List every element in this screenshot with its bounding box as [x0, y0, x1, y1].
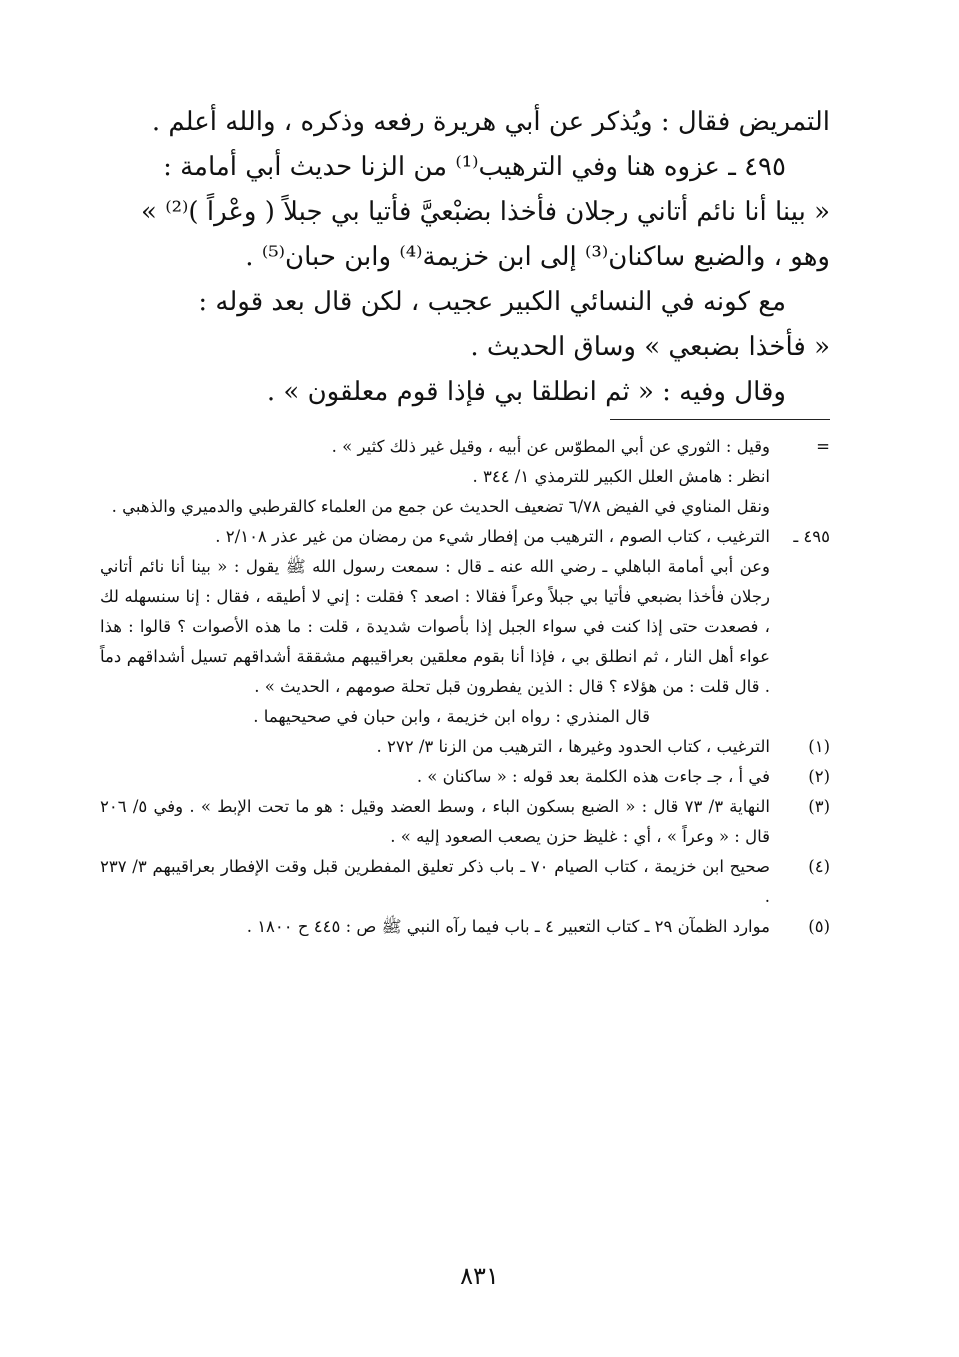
continuation-marker: =	[816, 437, 830, 456]
main-line: مع كونه في النسائي الكبير عجيب ، لكن قال بعد قوله :	[198, 287, 786, 317]
footnote-continuation	[100, 432, 830, 462]
main-line: التمريض فقال : ويُذكر عن أبي هريرة رفعه وذكره ، والله أعلم .	[151, 107, 830, 137]
footnote-hadith: وعن أبي أمامة الباهلي ـ رضي الله عنه ـ قال : سمعت رسول الله ﷺ يقول : « بينا أنا نائم أتاني رجلان فأخذا بضبعي فأتيا بي جبلاً وعراً فقالا : اصعد ؟ فقلت : إني لا أطيقه ، فقال : إنا سنسهله لك ، فصعدت حتى إذا كنت في سواء الجبل إذا بأصوات شديدة ، قلت : ما هذه الأصوات ؟ قالوا : هذا عواء أهل النار ، ثم انطلق بي ، فإذا أنا بقوم معلقين بعراقيبهم مشققة أشداقهم تسيل أشداقهم دماً . قال قلت : من هؤلاء ؟ قال : الذين يفطرون قبل تحلة صومهم ، الحديث » .	[100, 557, 770, 696]
footnote-text: انظر : هامش العلل الكبير للترمذي ١/ ٣٤٤ .	[472, 467, 770, 486]
footnote-text: ونقل المناوي في الفيض ٦/٧٨ تضعيف الحديث عن جمع من العلماء كالقرطبي والدميري والذهبي .	[111, 497, 770, 516]
footnote-marker: ٤٩٥ ـ	[793, 527, 830, 546]
footnote-marker: (٣)	[808, 797, 830, 816]
main-line: وهو ، والضبع ساكنان⁽³⁾ إلى ابن خزيمة⁽⁴⁾ وابن حبان⁽⁵⁾ .	[245, 242, 830, 272]
footnote-text: وقيل : الثوري عن أبي المطوّس عن أبيه ، وقيل غير ذلك كثير » .	[331, 437, 770, 456]
footnote-3	[100, 792, 830, 852]
footnote-text: الترغيب ، كتاب الصوم ، الترهيب من إفطار شيء من رمضان من غير عذر ٢/١٠٨ .	[215, 527, 770, 546]
footnote-4	[100, 852, 830, 912]
page-number: ٨٣١	[460, 1262, 499, 1290]
footnote-text: النهاية ٣/ ٧٣ قال : « الضبع بسكون الباء ، وسط العضد وقيل : هو ما تحت الإبط » . وفي ٥/ ٢٠٦ قال : « وعراً » ، أي : غليظ حزن يصعب الصعود إليه » .	[100, 797, 770, 846]
main-line: « فأخذا بضبعي » وساق الحديث .	[470, 332, 830, 362]
page-body	[100, 100, 830, 942]
footnote-text: موارد الظمآن ٢٩ ـ كتاب التعبير ٤ ـ باب فيما رآه النبي ﷺ ص : ٤٤٥ ح ١٨٠٠ .	[246, 917, 770, 936]
footnote-text: الترغيب ، كتاب الحدود وغيرها ، الترهيب من الزنا ٣/ ٢٧٢ .	[376, 737, 770, 756]
footnote-2	[100, 762, 830, 792]
footnote-marker: (٢)	[808, 767, 830, 786]
footnote-5	[100, 912, 830, 942]
footnote-marker: (٥)	[808, 917, 830, 936]
main-line: وقال وفيه : « ثم انطلقا بي فإذا قوم معلقون » .	[266, 377, 786, 407]
footnote-separator	[610, 419, 830, 420]
footnote-text: صحيح ابن خزيمة ، كتاب الصيام ٧٠ ـ باب ذكر تعليق المفطرين قبل وقت الإفطار بعراقيبهم ٣/ ٢٣٧ .	[100, 857, 770, 906]
footnote-1	[100, 732, 830, 762]
main-text	[100, 100, 830, 415]
footnotes	[100, 432, 830, 942]
footnote-marker: (١)	[808, 737, 830, 756]
footnote-495	[100, 522, 830, 552]
main-line: « بينا أنا نائم أتاني رجلان فأخذا بضبْعيَّ فأتيا بي جبلاً ( وعْراً )⁽²⁾ »	[141, 197, 830, 227]
main-line: ٤٩٥ ـ عزوه هنا وفي الترهيب⁽¹⁾ من الزنا حديث أبي أمامة :	[163, 152, 786, 182]
footnote-mundhiri: قال المنذري : رواه ابن خزيمة ، وابن حبان في صحيحيهما .	[253, 707, 650, 726]
footnote-marker: (٤)	[808, 857, 830, 876]
footnote-text: في أ ، جـ جاءت هذه الكلمة بعد قوله : « ساكنان » .	[416, 767, 770, 786]
